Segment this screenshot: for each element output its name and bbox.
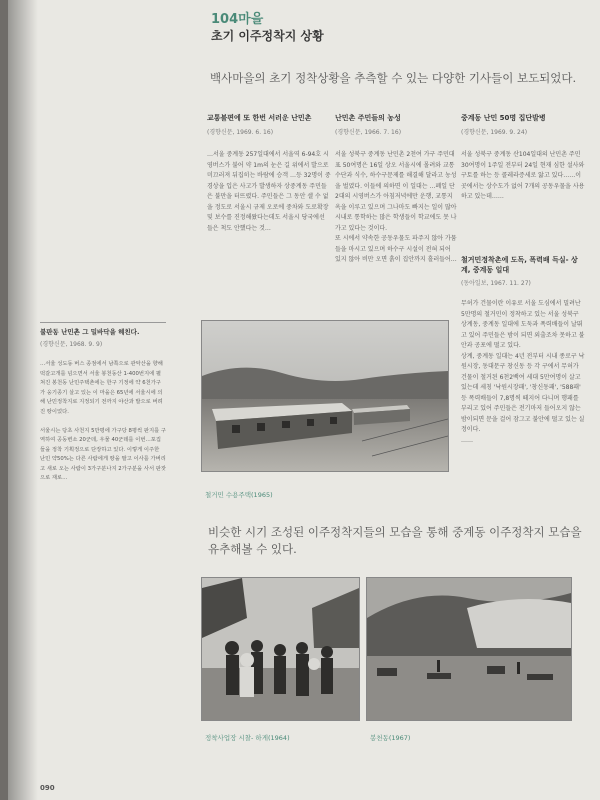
article-1-source: (경향신문, 1969. 6. 16) [207,129,274,136]
article-3 [461,113,585,203]
article-1 [207,113,332,234]
bottom-right-caption: 봉천동(1967) [370,734,411,742]
article-2-source: (경향신문, 1966. 7. 16) [335,129,402,136]
article-4 [461,255,585,446]
sidebar-body: …서울 성도동 버스 종점에서 남쪽으로 관악산을 향해 떡갈고개를 넘으면서 서울 봉천동산 1-400번지에 펼쳐진 봉천동 난민주택촌에는 한구 기정에 약 6천가구가 웅기종기 살고 있는 이 마을은 65년에 서울시에 의해 난민정착지로 지정되기 전까지 야산과 발으로 버려진 땅이었다. 서울시는 당초 사천지 5만평에 가구당 8평씩 판지를 구역하여 공동변소 20군데, 우물 40군데를 이번…포집들을 정착 기획정으로 단장하고 있다. 이렇게 이주한 난민 약50%는 다른 사람에게 땅을 팔고 이사를 가버리고 새로 오는 사람이 3가구분나지 2가구분을 사서 판잣으로 재로… [40,361,166,481]
sidebar-title: 불판동 난민촌 그 밀바닥을 헤친다. [40,328,140,336]
page-gutter-shadow [8,0,38,800]
book-page [8,0,600,800]
sidebar-article [40,322,166,768]
bongcheon-dong-illustration [367,578,571,720]
settlement-inspection-illustration [202,578,359,720]
photo-bongcheon-dong [366,577,572,721]
intro-text: 백사마을의 초기 정착상황을 추측할 수 있는 다양한 기사들이 보도되었다. [210,71,577,85]
article-3-title: 중계동 난민 50명 집단발병 [461,114,546,122]
relocation-housing-illustration [202,321,448,471]
article-1-title: 교통불편에 또 한번 서러운 난민촌 [207,114,312,122]
second-intro-text: 비슷한 시기 조성된 이주정착지들의 모습을 통해 중계동 이주정착지 모습을 유추해볼 수 있다. [208,525,582,556]
chapter-title: 104마을 [211,12,264,27]
article-1-body: …서울 중계동 257일대에서 서울역 6-94호 시영버스가 불어 약 1m의 눈은 길 위에서 발으로 미끄러져 뒤집히는 바람에 승객 …등 32명이 중경상을 입은 사고가 발생하자 상중계동 주민들은 불만을 터뜨렸다. 주민들은 그 동안 셀 수 없을 정도로 서울시 규제 오로에 중차와 도로확장 및 보수를 진정해왔다는데도 서울시 당국에선 들은 척도 안했다는 것… [207,151,331,232]
bottom-left-caption: 정착사업장 시찰- 하게(1964) [205,734,290,742]
article-4-title: 철거민정착촌에 도독, 폭력배 득실- 상계, 중계동 일대 [461,256,578,274]
article-2 [335,113,457,266]
article-3-source: (경향신문, 1969. 9. 24) [461,129,528,136]
article-2-body: 서울 성북구 중계동 난민촌 2천여 가구 주민대표 50여명은 16일 상오 서울시에 몰려와 교통수단과 식수, 하수구문제를 해결해 달라고 농성을 벌였다. 이들에 의하면 이 일대는 …폐일 단 2대의 시영버스가 아침저녁에만 운행, 교통지옥을 이루고 있으며 그나마도 빠지는 일이 많아 시내로 통학하는 많은 학생들이 학교에도 못 나가고 있다는 것이다. 또 시에서 약속한 공동우물도 파주지 않아 가뭄들을 마시고 있으며 하수구 시설이 전혀 되어 있지 않아 비만 오면 흙이 집안까지 흘러들어… [335,151,457,263]
page-number: 090 [40,784,55,792]
article-2-title: 난민촌 주민들의 농성 [335,114,401,122]
sidebar-source: (경향신문, 1968. 9. 9) [40,341,103,348]
article-3-body: 서울 성북구 중계동 산104일대의 난민촌 주민 30여명이 1주일 전부터 24일 현재 심한 설사와 구토를 하는 등 콜레라증세로 앓고 있다……이곳에서는 상수도가 없어 7개의 공동우물을 사용하고 있는데…… [461,151,585,200]
photo-settlement-inspection [201,577,360,721]
main-photo-caption: 철거민 수용주택(1965) [205,491,273,499]
article-4-body: 무허가 건물이란 이유로 서울 도심에서 밀려난 5만명의 철거민이 정착하고 있는 서울 성북구 상계동, 중계동 일대에 도둑과 폭력배들이 날뛰고 있어 주민들은 밤이 되면 외출조차 못하고 불안과 공포에 떨고 있다. 상계, 중계동 일대는 4년 전부터 시내 종로구 낙원시장, 동대문구 창신동 등 각 구에서 무허가 건물이 철거된 6천2백여 세대 5만여명이 살고 있는데 세칭 '낙원시장패', '창신동패', '588패' 등 폭력배들이 7,8명씩 떼지어 다니며 행패를 부리고 있어 주민들은 전기마저 들어오지 않는 밤이되면 문을 걸어 잠그고 불안에 떨고 있는 실정이다. …… [461,300,585,444]
main-photo-relocation-housing [201,320,449,472]
article-4-source: (동아일보, 1967. 11. 27) [461,280,531,287]
section-title: 초기 이주정착지 상황 [211,29,324,43]
